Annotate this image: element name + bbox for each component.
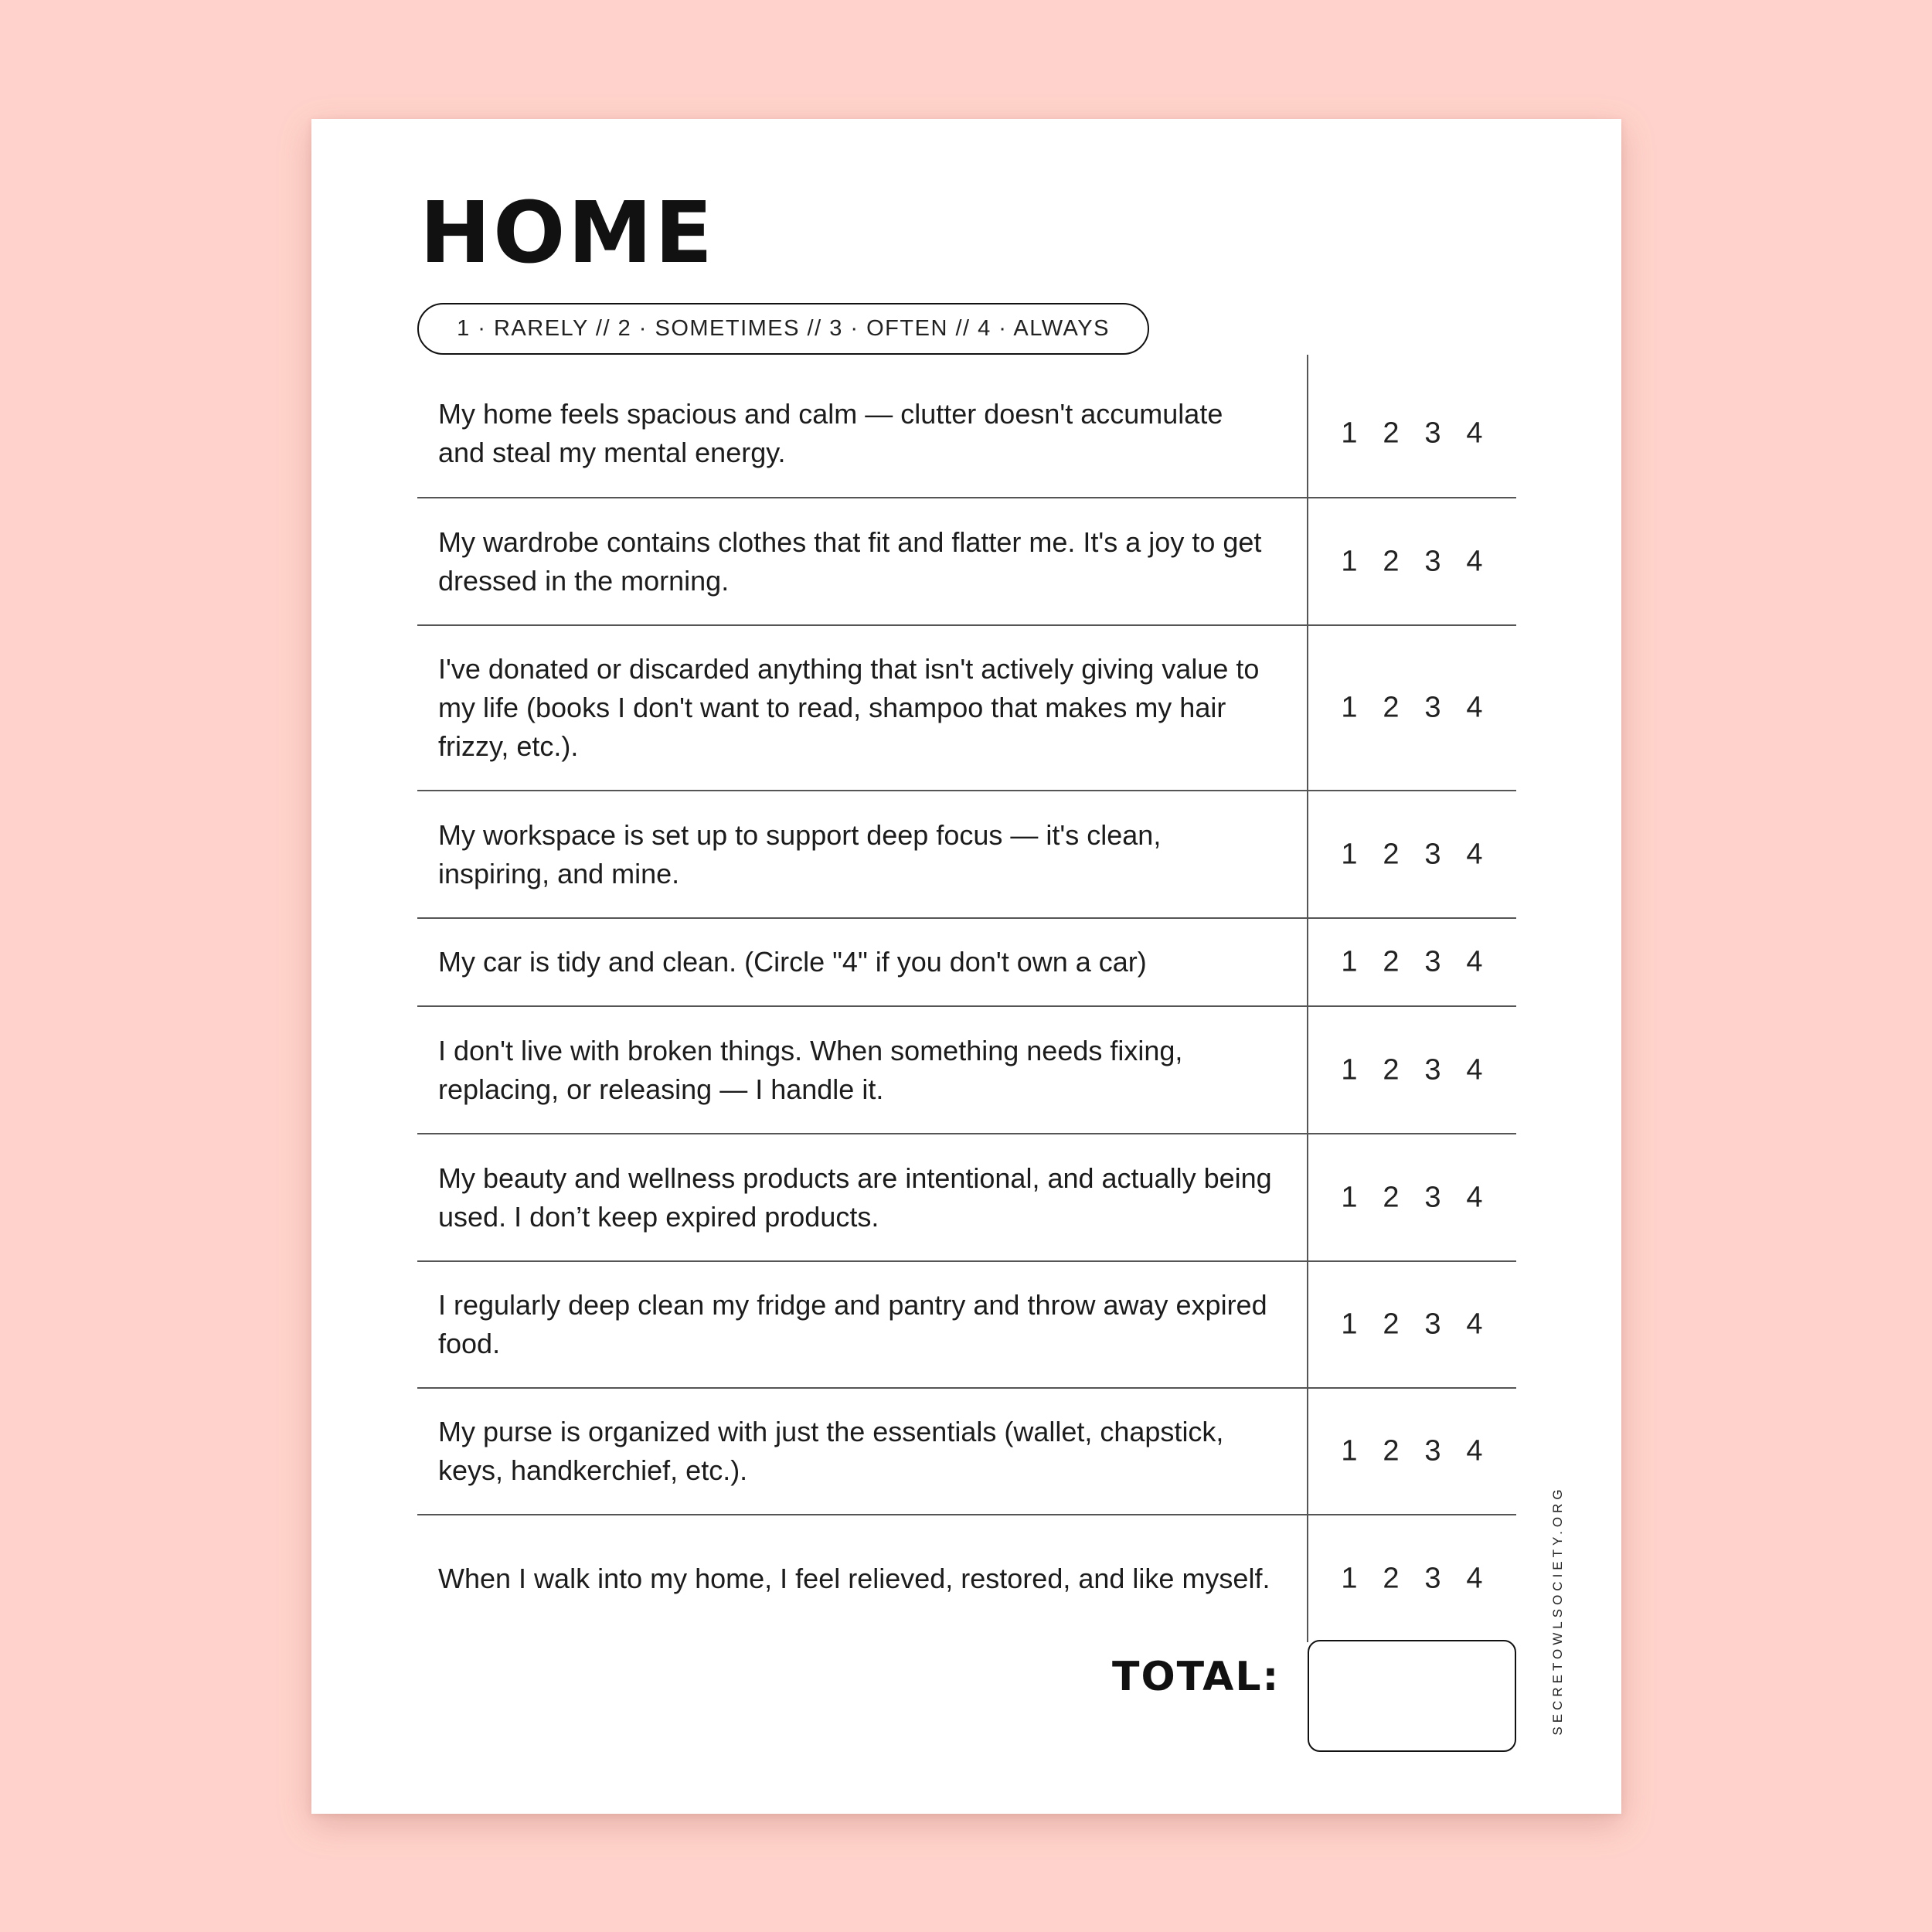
statement-list xyxy=(417,370,1516,1642)
rating-option-1[interactable]: 1 xyxy=(1341,545,1358,577)
rating-option-3[interactable]: 3 xyxy=(1424,838,1441,870)
statement-row xyxy=(417,1389,1516,1515)
rating-option-3[interactable]: 3 xyxy=(1424,1308,1441,1341)
rating-option-1[interactable]: 1 xyxy=(1341,1434,1358,1468)
rating-legend: 1 · RARELY // 2 · SOMETIMES // 3 · OFTEN // 4 · ALWAYS xyxy=(417,303,1149,355)
rating-option-2[interactable]: 2 xyxy=(1383,1434,1400,1468)
rating-scale xyxy=(1308,1053,1516,1087)
rating-option-3[interactable]: 3 xyxy=(1424,417,1441,450)
rating-scale xyxy=(1308,1563,1516,1596)
rating-option-2[interactable]: 2 xyxy=(1383,545,1400,577)
statement-row xyxy=(417,1262,1516,1389)
rating-option-3[interactable]: 3 xyxy=(1424,1434,1441,1468)
rating-option-1[interactable]: 1 xyxy=(1341,945,1358,978)
rating-option-4[interactable]: 4 xyxy=(1466,1181,1483,1213)
statement-text: My wardrobe contains clothes that fit and flatter me. It's a joy to get dressed in the morning. xyxy=(438,526,1262,597)
worksheet-page xyxy=(311,119,1621,1814)
rating-option-4[interactable]: 4 xyxy=(1466,1562,1483,1595)
rating-option-1[interactable]: 1 xyxy=(1341,1562,1358,1595)
rating-option-3[interactable]: 3 xyxy=(1424,1053,1441,1086)
total-input-box[interactable] xyxy=(1308,1640,1516,1752)
rating-option-4[interactable]: 4 xyxy=(1466,417,1483,450)
rating-option-2[interactable]: 2 xyxy=(1383,417,1400,450)
statement-row xyxy=(417,498,1516,626)
rating-option-4[interactable]: 4 xyxy=(1466,1308,1483,1341)
rating-option-3[interactable]: 3 xyxy=(1424,1562,1441,1595)
statement-text: When I walk into my home, I feel relieved, restored, and like myself. xyxy=(438,1563,1270,1594)
rating-option-1[interactable]: 1 xyxy=(1341,417,1358,450)
rating-option-2[interactable]: 2 xyxy=(1383,691,1400,724)
rating-scale xyxy=(1308,692,1516,725)
rating-option-4[interactable]: 4 xyxy=(1466,1053,1483,1086)
statement-row xyxy=(417,1007,1516,1134)
rating-option-3[interactable]: 3 xyxy=(1424,1181,1441,1213)
statement-row xyxy=(417,370,1516,498)
statement-text: My car is tidy and clean. (Circle "4" if you don't own a car) xyxy=(438,946,1147,978)
rating-scale xyxy=(1308,417,1516,451)
rating-option-3[interactable]: 3 xyxy=(1424,545,1441,577)
rating-option-1[interactable]: 1 xyxy=(1341,1053,1358,1086)
statement-text: My beauty and wellness products are intentional, and actually being used. I don’t keep expired products. xyxy=(438,1162,1272,1233)
rating-option-2[interactable]: 2 xyxy=(1383,838,1400,870)
rating-option-4[interactable]: 4 xyxy=(1466,691,1483,724)
statement-row xyxy=(417,1134,1516,1262)
website-footer: SECRETOWLSOCIETY.ORG xyxy=(1550,1485,1565,1736)
page-title: HOME xyxy=(420,183,716,282)
rating-option-2[interactable]: 2 xyxy=(1383,1562,1400,1595)
total-label: TOTAL: xyxy=(1112,1654,1281,1700)
rating-option-3[interactable]: 3 xyxy=(1424,945,1441,978)
rating-option-1[interactable]: 1 xyxy=(1341,1308,1358,1341)
statement-text: I don't live with broken things. When something needs fixing, replacing, or releasing — I handle it. xyxy=(438,1034,1183,1105)
statement-text: My home feels spacious and calm — clutter doesn't accumulate and steal my mental energy. xyxy=(438,398,1223,468)
statement-text: I've donated or discarded anything that isn't actively giving value to my life (books I don't want to read, shampoo that makes my hair frizzy, etc.). xyxy=(438,653,1260,762)
statement-text: I regularly deep clean my fridge and pantry and throw away expired food. xyxy=(438,1289,1267,1359)
statement-row xyxy=(417,919,1516,1007)
rating-option-2[interactable]: 2 xyxy=(1383,1308,1400,1341)
statement-row xyxy=(417,791,1516,919)
rating-scale xyxy=(1308,1435,1516,1468)
rating-scale xyxy=(1308,838,1516,871)
statement-row xyxy=(417,626,1516,791)
rating-option-2[interactable]: 2 xyxy=(1383,945,1400,978)
rating-option-2[interactable]: 2 xyxy=(1383,1053,1400,1086)
rating-option-1[interactable]: 1 xyxy=(1341,1181,1358,1213)
rating-scale xyxy=(1308,1181,1516,1214)
rating-option-4[interactable]: 4 xyxy=(1466,838,1483,870)
rating-scale xyxy=(1308,1308,1516,1342)
rating-option-4[interactable]: 4 xyxy=(1466,545,1483,577)
rating-option-1[interactable]: 1 xyxy=(1341,691,1358,724)
rating-option-4[interactable]: 4 xyxy=(1466,1434,1483,1468)
statement-row xyxy=(417,1515,1516,1642)
rating-scale xyxy=(1308,545,1516,578)
rating-option-1[interactable]: 1 xyxy=(1341,838,1358,870)
rating-option-3[interactable]: 3 xyxy=(1424,691,1441,724)
rating-scale xyxy=(1308,946,1516,979)
rating-option-2[interactable]: 2 xyxy=(1383,1181,1400,1213)
statement-text: My purse is organized with just the essentials (wallet, chapstick, keys, handkerchief, etc.). xyxy=(438,1416,1224,1486)
rating-option-4[interactable]: 4 xyxy=(1466,945,1483,978)
statement-text: My workspace is set up to support deep focus — it's clean, inspiring, and mine. xyxy=(438,818,1162,889)
